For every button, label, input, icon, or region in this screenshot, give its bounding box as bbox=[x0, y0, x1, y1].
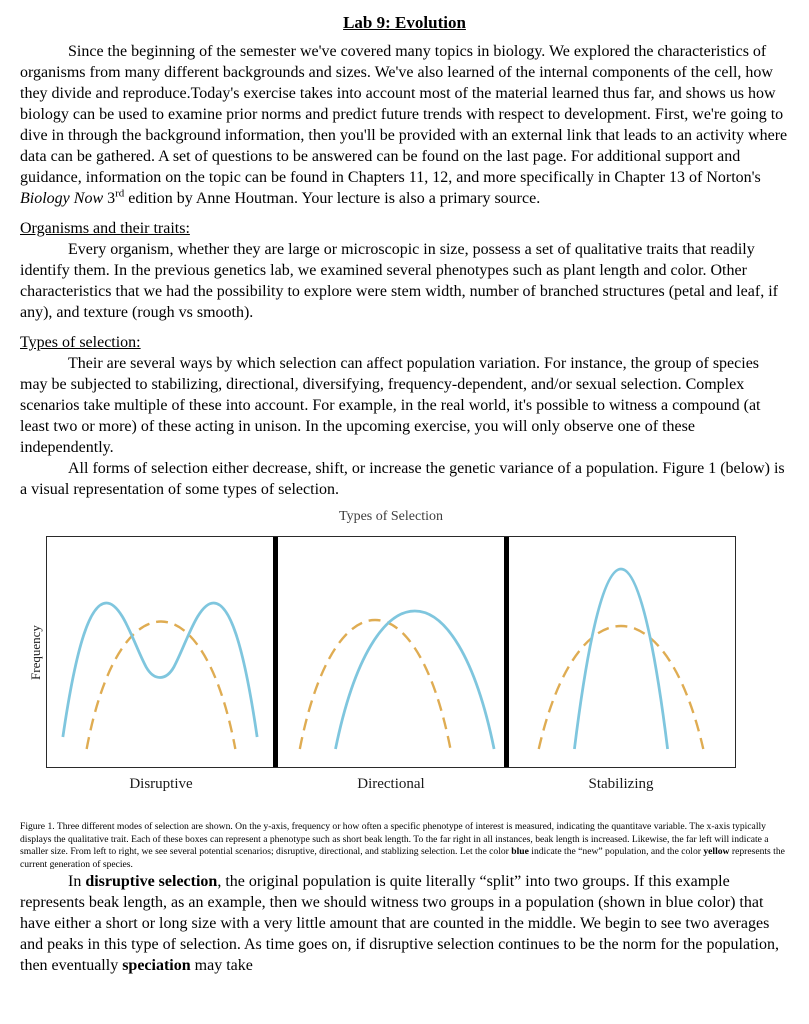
text-segment: may take bbox=[190, 957, 253, 974]
selection-paragraph: Their are several ways by which selection can affect population variation. For instance, the group of species may be subjected to stabilizing, directional, diversifying, frequency-dependent, and/or sexual selection. Complex scenarios take multiple of these into account. For example, in the real world, it's possible to witness a compound (at least two or more) of these acting in unison. In the upcoming exercise, you will only observe one of these independently. bbox=[20, 355, 761, 456]
section-heading-selection: Types of selection: bbox=[20, 334, 141, 351]
figure-title: Types of Selection bbox=[339, 509, 443, 524]
y-axis-label-text: Frequency bbox=[27, 624, 43, 680]
panel-labels-row bbox=[46, 774, 736, 795]
text-segment: Figure 1. Three different modes of selection are shown. On the y-axis, frequency or how often a specific phenotype of interest is measured, indicating the quantitave variable. The x-axis typically displays the qualitative trait. Each of these boxes can represent a phenotype such as short beak length. To the far right in all instances, beak length is increased. Likewise, the far left will indicate a smaller size. From left to right, we see several potential scenarios; disruptive, directional, and stablizing selection. Let the color bbox=[20, 821, 769, 857]
y-axis-label bbox=[24, 536, 46, 768]
figure-types-of-selection bbox=[24, 506, 736, 795]
panel-stabilizing bbox=[509, 537, 735, 767]
new-population-curve-blue bbox=[63, 603, 257, 737]
text-segment: Since the beginning of the semester we've covered many topics in biology. We explored the characteristics of organisms from many different backgrounds and sizes. We've also learned of the internal components of the cell, how they divide and reproduce.Today's exercise takes into account most of the material learned thus far, and shows us how biology can be used to examine prior norms and predict future trends with respect to development. First, we're going to dive in through the background information, then you'll be provided with an external link that leads to an activity where data can be gathered. A set of questions to be answered can be found on the last page. For additional support and guidance, information on the topic can be found in Chapters 11, 12, and more specifically in Chapter 13 of Norton's bbox=[20, 43, 788, 186]
document-title: Lab 9: Evolution bbox=[343, 13, 466, 32]
section-heading-traits: Organisms and their traits: bbox=[20, 220, 190, 237]
text-segment: In bbox=[68, 873, 86, 890]
panel-label-disruptive: Disruptive bbox=[129, 776, 193, 792]
disruptive-selection-keyword: disruptive selection bbox=[85, 873, 218, 890]
current-generation-curve-yellow bbox=[539, 626, 704, 749]
stabilizing-selection-chart bbox=[509, 537, 735, 767]
text-segment: represents the current generation of species. bbox=[20, 846, 785, 870]
speciation-keyword: speciation bbox=[122, 957, 191, 974]
book-title-text: Biology Now bbox=[20, 190, 104, 207]
panel-label-stabilizing: Stabilizing bbox=[588, 776, 654, 792]
directional-selection-chart bbox=[278, 537, 504, 767]
panel-disruptive bbox=[47, 537, 278, 767]
selection-panels bbox=[46, 536, 736, 768]
figure-caption bbox=[20, 821, 789, 871]
variance-paragraph: All forms of selection either decrease, shift, or increase the genetic variance of a population. Figure 1 (below) is a visual representation of some types of selection. bbox=[20, 460, 785, 498]
figure-body bbox=[24, 536, 736, 768]
caption-blue-keyword: blue bbox=[511, 846, 529, 857]
new-population-curve-blue bbox=[574, 569, 667, 749]
text-segment: 3 bbox=[103, 190, 116, 207]
caption-yellow-keyword: yellow bbox=[703, 846, 730, 857]
panel-label-directional: Directional bbox=[357, 776, 425, 792]
current-generation-curve-yellow bbox=[87, 622, 236, 750]
intro-paragraph bbox=[20, 41, 789, 209]
ordinal-superscript: rd bbox=[115, 187, 125, 200]
disruptive-selection-chart bbox=[47, 537, 273, 767]
text-segment: , the original population is quite literally “split” into two groups. If this example represents beak length, as an example, then we should witness two groups in a population (shown in blue color) that have either a short or long size with a very little amount that are counted in the middle. We begin to see two averages and peaks in this type of selection. As time goes on, if disruptive selection continues to be the norm for the population, then eventually bbox=[20, 873, 779, 974]
text-segment: edition by Anne Houtman. Your lecture is also a primary source. bbox=[124, 190, 541, 207]
text-segment: indicate the “new” population, and the color bbox=[528, 846, 704, 857]
disruptive-paragraph bbox=[20, 871, 789, 976]
traits-paragraph: Every organism, whether they are large or microscopic in size, possess a set of qualitative traits that readily identify them. In the previous genetics lab, we examined several phenotypes such as plant length and color. Other characteristics that we had the possibility to explore were stem width, number of branched structures (petal and leaf, if any), and texture (rough vs smooth). bbox=[20, 241, 778, 321]
panel-directional bbox=[278, 537, 509, 767]
new-population-curve-blue bbox=[335, 611, 494, 749]
